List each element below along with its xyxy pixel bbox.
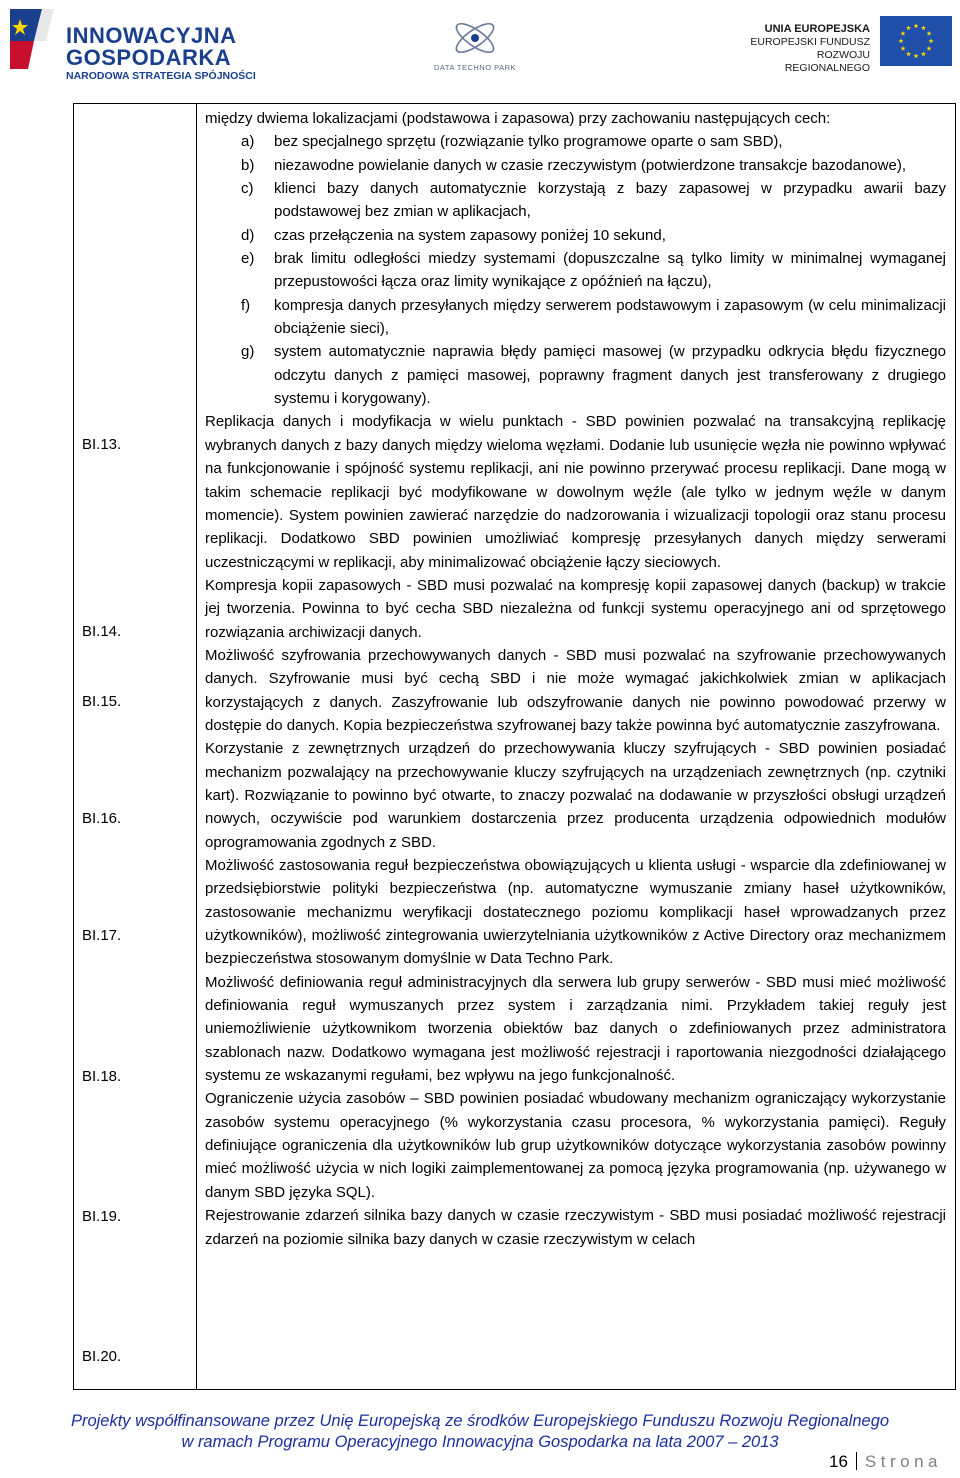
eu-line-3: ROZWOJU REGIONALNEGO [784, 49, 870, 74]
req-id-bi17: BI.17. [82, 927, 122, 944]
eu-line-2: EUROPEJSKI FUNDUSZ [750, 36, 870, 48]
list-text: klienci bazy danych automatycznie korzystają z bazy zapasowej w przypadku awarii bazy podstawowej bez zmian w aplikacjach, [274, 180, 946, 221]
flag-emblem-icon [6, 5, 58, 75]
list-letter: e) [241, 250, 255, 268]
list-letter: f) [241, 296, 251, 314]
req-text-bi16: Korzystanie z zewnętrznych urządzeń do przechowywania kluczy szyfrujących - SBD powinien posiadać mechanizm pozwalający na przechowywanie kluczy szyfrujących na urządzeniach zewnętrznych (np. czytniki kart). Rozwiązanie to powinno być otwarte, to znaczy pozwalać na dodawanie w przyszłości obsługi urządzeń nowych, oczywiście pod warunkiem dostarczenia przez producenta urządzenia odpowiednich modułów oprogramowania zgodnych z SBD. [205, 740, 946, 851]
req-id-bi20: BI.20. [82, 1348, 122, 1365]
logo-line-1: INNOWACYJNA [66, 23, 237, 48]
req-text-bi20: Rejestrowanie zdarzeń silnika bazy danych w czasie rzeczywistym - SBD musi posiadać możliwość rejestracji zdarzeń na poziomie silnika bazy danych w czasie rzeczywistym w celach [205, 1207, 946, 1248]
req-id-bi18: BI.18. [82, 1068, 122, 1085]
req-id-bi14: BI.14. [82, 623, 122, 640]
page-header [0, 0, 960, 90]
req-text-bi13: Replikacja danych i modyfikacja w wielu punktach - SBD powinien pozwalać na transakcyjną replikację wybranych danych z bazy danych między wieloma węzłami. Dodanie lub usunięcie węzła nie powinno wpływać na funkcjonowanie i spójność systemu replikacji, ani nie powinno przerywać procesu replikacji. Dane mogą w takim schemacie replikacji być modyfikowane w dowolnym węźle (ale tylko w jednym węźle w danym momencie). System powinien zawierać narzędzie do nadzorowania i wizualizacji topologii oraz stanu procesu replikacji. Dodatkowo SBD powinien umożliwiać kompresję przesyłanych danych między serwerami uczestniczącymi w replikacji, aby minimalizować obciążenie łączy sieciowych. [205, 413, 946, 571]
footer-line-2: w ramach Programu Operacyjnego Innowacyjna Gospodarka na lata 2007 – 2013 [181, 1433, 779, 1451]
page-number-value: 16 [828, 1452, 848, 1471]
data-techno-park-logo [420, 14, 530, 78]
page-word: Strona [864, 1452, 942, 1471]
intro-text: między dwiema lokalizacjami (podstawowa i zapasowa) przy zachowaniu następujących cech: [205, 110, 831, 127]
req-id-bi15: BI.15. [82, 693, 122, 710]
data-techno-park-caption: DATA TECHNO PARK [433, 63, 517, 72]
requirements-content [205, 107, 946, 1251]
list-item [205, 224, 946, 247]
list-item [205, 340, 946, 410]
atom-icon [420, 14, 530, 62]
eu-logo [730, 22, 955, 72]
req-id-bi13: BI.13. [82, 436, 122, 453]
list-text: kompresja danych przesyłanych między serwerem podstawowym i zapasowym (w celu minimalizacji obciążenie sieci), [274, 296, 946, 338]
list-letter: c) [241, 180, 254, 198]
eu-line-1: UNIA EUROPEJSKA [764, 23, 870, 35]
list-letter: g) [241, 343, 255, 361]
table-column-divider [196, 103, 197, 1390]
list-text: bez specjalnego sprzętu (rozwiązanie tylko programowe oparte o sam SBD), [274, 133, 783, 151]
logo-line-3: NARODOWA STRATEGIA SPÓJNOŚCI [66, 70, 256, 82]
req-text-bi17: Możliwość zastosowania reguł bezpieczeństwa obowiązujących u klienta usługi - wsparcie dla zdefiniowanej w przedsiębiorstwie polityki bezpieczeństwa (np. automatyczne wymuszanie zmiany haseł użytkowników, zastosowanie mechanizmu weryfikacji dostatecznego poziomu komplikacji haseł wprowadzanych przez użytkowników), możliwość zintegrowania uwierzytelniania użytkowników z Active Directory oraz mechanizmem bezpieczeństwa stosowanym domyślnie w Data Techno Park. [205, 857, 946, 968]
req-text-bi18: Możliwość definiowania reguł administracyjnych dla serwera lub grupy serwerów - SBD musi mieć możliwość definiowania reguł wymuszanych przez system i zarządzania nimi. Przykładem takiej reguły jest uniemożliwienie użytkownikom tworzenia obiektów baz danych o zdefiniowanych przez administratora szablonach nazw. Dodatkowo wymagana jest możliwość rejestracji i raportowania niezgodności działającego systemu ze wskazanymi regułami, bez wpływu na jego funkcjonalność. [205, 973, 946, 1085]
list-item [205, 294, 946, 341]
logo-line-2: GOSPODARKA [66, 45, 232, 70]
list-item [205, 247, 946, 294]
feature-list [205, 130, 946, 410]
page-footer [0, 1411, 960, 1453]
list-item [205, 177, 946, 224]
list-text: system automatycznie naprawia błędy pamięci masowej (w przypadku odkrycia błędu fizycznego odczytu danych z pamięci masowej, poprawny fragment danych jest transferowany z drugiego systemu i korygowany). [274, 343, 946, 408]
list-text: niezawodne powielanie danych w czasie rzeczywistym (potwierdzone transakcje bazodanowe), [274, 156, 906, 174]
list-item [205, 154, 946, 177]
req-text-bi15: Możliwość szyfrowania przechowywanych danych - SBD musi pozwalać na szyfrowanie przechowywanych danych. Szyfrowanie musi być cechą SBD i nie może wymagać jakichkolwiek zmian w aplikacjach korzystających z danych. Zaszyfrowanie lub odszyfrowanie danych nie powinno powodować przerwy w dostępie do danych. Kopia bezpieczeństwa szyfrowanej bazy także powinna być automatycznie zaszyfrowana. [205, 646, 946, 734]
req-id-bi19: BI.19. [82, 1208, 122, 1225]
list-text: czas przełączenia na system zapasowy poniżej 10 sekund, [274, 226, 666, 244]
list-text: brak limitu odległości miedzy systemami (dopuszczalne są tylko limity w minimalnej wymaganej przepustowości łącza oraz limity wynikające z opóźnień na łączu), [274, 250, 946, 291]
req-text-bi14: Kompresja kopii zapasowych - SBD musi pozwalać na kompresję kopii zapasowej danych (backup) w trakcie jej tworzenia. Powinna to być cecha SBD niezależna od funkcji systemu operacyjnego ani od sprzętowego rozwiązania archiwizacji danych. [205, 576, 946, 641]
page-number-separator [856, 1452, 857, 1470]
eu-flag-icon [880, 16, 952, 66]
footer-line-1: Projekty współfinansowane przez Unię Europejską ze środków Europejskiego Funduszu Rozwoju Regionalnego [70, 1412, 890, 1430]
req-id-bi16: BI.16. [82, 810, 122, 827]
list-letter: a) [241, 133, 255, 151]
list-item [205, 130, 946, 153]
list-letter: b) [241, 156, 255, 174]
innowacyjna-gospodarka-logo [6, 5, 256, 82]
page-number [829, 1452, 942, 1472]
list-letter: d) [241, 226, 255, 244]
req-text-bi19: Ograniczenie użycia zasobów – SBD powinien posiadać wbudowany mechanizm ograniczający wykorzystanie zasobów systemu operacyjnego (% wykorzystania czasu procesora, % wykorzystania pamięci). Reguły definiujące ograniczenia dla użytkowników lub grup użytkowników dotyczące wykorzystania zasobów powinny mieć możliwość użycia w nich logiki zaimplementowanej za pomocą języka programowania (np. używanego w danym SBD języka SQL). [205, 1090, 946, 1201]
